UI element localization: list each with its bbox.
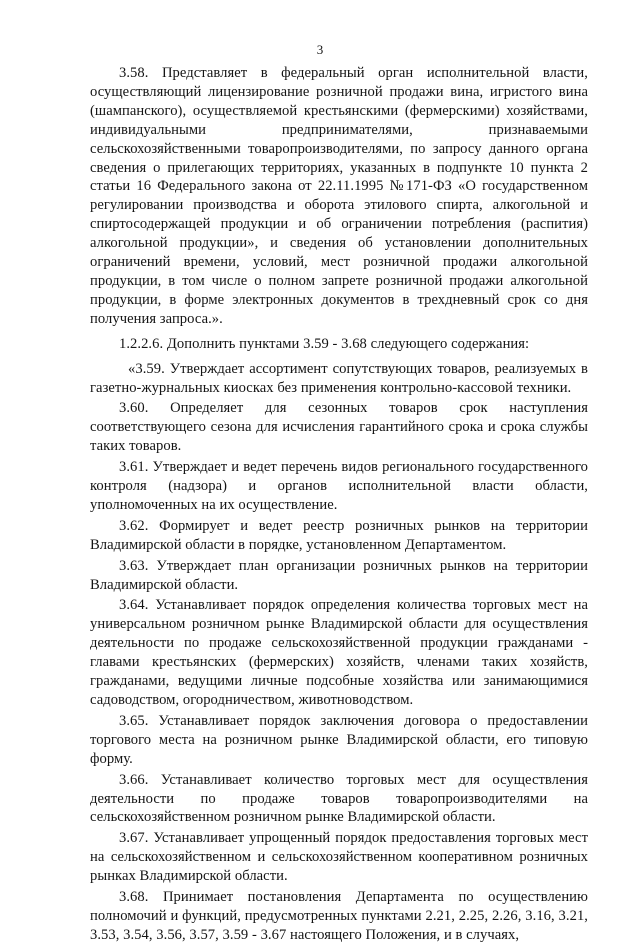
paragraph-3-60: 3.60. Определяет для сезонных товаров срок наступления соответствующего сезона для исчисления гарантийного срока и срока службы таких товаров. [90,400,588,455]
paragraph-3-62: 3.62. Формирует и ведет реестр розничных рынков на территории Владимирской области в порядке, установленном Департаментом. [90,517,588,553]
paragraph-3-67: 3.67. Устанавливает упрощенный порядок предоставления торговых мест на сельскохозяйственном и сельскохозяйственном кооперативном розничных рынках Владимирской области. [90,830,588,885]
paragraph-3-59: «3.59. Утверждает ассортимент сопутствующих товаров, реализуемых в газетно-журнальных киосках без применения контрольно-кассовой техники. [90,360,588,396]
document-body [90,64,588,945]
paragraph-3-64: 3.64. Устанавливает порядок определения количества торговых мест на универсальном розничном рынке Владимирской области для осуществления деятельности по продаже сельскохозяйственной продукции гражданами - главами крестьянских (фермерских) хозяйств, членами таких хозяйств, гражданами, ведущими личные подсобные хозяйства или занимающимися садоводством, огородничеством, животноводством. [90,597,588,708]
paragraph-3-68: 3.68. Принимает постановления Департамента по осуществлению полномочий и функций, предусмотренных пунктами 2.21, 2.25, 2.26, 3.16, 3.21, 3.53, 3.54, 3.56, 3.57, 3.59 - 3.67 настоящего Положения, и в случаях, [90,889,588,943]
paragraph-3-66: 3.66. Устанавливает количество торговых мест для осуществления деятельности по продаже товаров товаропроизводителями на сельскохозяйственном розничном рынке Владимирской области. [90,771,588,826]
paragraph-3-61: 3.61. Утверждает и ведет перечень видов регионального государственного контроля (надзора) и органов исполнительной власти области, уполномоченных на их осуществление. [90,459,588,513]
page-number: 3 [316,42,324,57]
paragraph-3-65: 3.65. Устанавливает порядок заключения договора о предоставлении торгового места на розничном рынке Владимирской области, его типовую форму. [90,712,588,767]
paragraph-1-2-2-6: 1.2.2.6. Дополнить пунктами 3.59 - 3.68 следующего содержания: [119,335,530,352]
paragraph-3-58: 3.58. Представляет в федеральный орган исполнительной власти, осуществляющий лицензирование розничной продажи вина, игристого вина (шампанского), осуществляемой крестьянскими (фермерскими) хозяйствами, индивидуальными предпринимателями, признаваемыми сельскохозяйственными товаропроизводителями, по запросу данного органа сведения о прилегающих территориях, указанных в подпункте 10 пункта 2 статьи 16 Федерального закона от 22.11.1995 №171-ФЗ «О государственном регулировании производства и оборота этилового спирта, алкогольной и спиртосодержащей продукции и об ограничении потребления (распития) алкогольной продукции», и сведения об установлении дополнительных ограничений времени, условий, мест розничной продажи алкогольной продукции, в том числе о полном запрете розничной продажи алкогольной продукции, в форме электронных документов в трехдневный срок со дня получения запроса.». [90,65,588,327]
paragraph-3-63: 3.63. Утверждает план организации розничных рынков на территории Владимирской области. [90,557,588,593]
